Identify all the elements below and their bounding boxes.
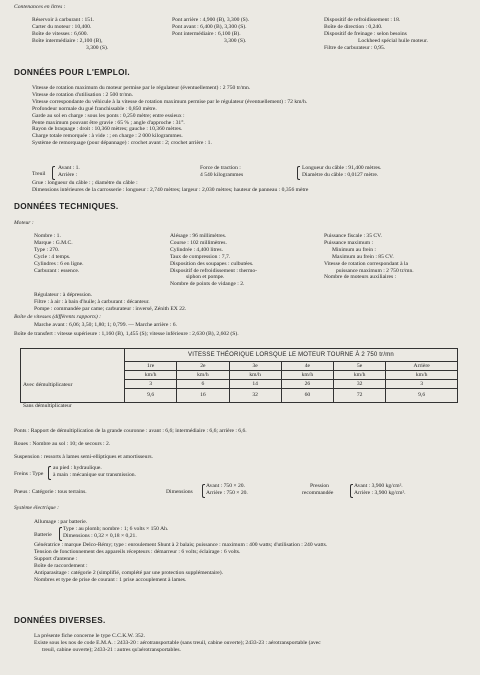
brace (202, 484, 205, 498)
unit-cell: km/h (177, 371, 229, 380)
text-line: Nombres et type de prise de courant : 1 prise accouplement à lames. (34, 576, 187, 583)
moteur-col2 (170, 233, 257, 288)
text-line: Pont intermédiaire : 6,100 (B). (172, 30, 241, 37)
pression-avant: Avant : 3,900 kg/cm². (354, 483, 403, 489)
text-line: Système de remorquage (pour dépannage) : crochet avant : 2; crochet arrière : 1. (32, 140, 212, 147)
text-line: Existe sous les nos de code E.M.A. : 2433-20 : aérotransportable (sans treuil, cabine ouverte); 2433-23 : aérotransportable (avec (34, 639, 321, 646)
text-line: Carburant : essence. (34, 267, 80, 274)
moteur-heading: Moteur : (14, 220, 34, 226)
text-line: 3,300 (S). (86, 44, 109, 51)
brace (48, 466, 51, 480)
text-line: Minimum au frein : (332, 246, 376, 253)
value-cell: 60 (281, 389, 333, 403)
value-cell: 9,6 (125, 389, 177, 403)
text-line: Pente maximum pouvant être gravie : 65 % ; angle d'approche : 31°. (32, 119, 185, 126)
text-line: treuil, cabine ouverte); 2433-21 : autres qu'aérotransportables. (42, 646, 181, 653)
batterie-label: Batterie (34, 532, 52, 538)
value-cell: 3 (386, 380, 458, 389)
text-line: Cylindres : 6 en ligne. (34, 260, 84, 267)
text-line: Maximum au frein : 85 CV. (332, 253, 394, 260)
text-line: Disposition des soupapes : culbutées. (170, 260, 254, 267)
electrique-heading: Système électrique : (14, 505, 60, 511)
treuil-label: Treuil (32, 171, 46, 177)
text-line: puissance maximum : 2 750 tr/mn. (336, 267, 414, 274)
text-line: Nombre de moteurs auxiliaires : (324, 274, 397, 281)
brace (59, 527, 62, 541)
freins-2: à main : mécanique sur transmission. (53, 472, 136, 478)
text-line: Support d'antenne : (34, 555, 78, 562)
suspension-line: Suspension : ressorts à lames semi-elliptiques et amortisseurs. (14, 454, 153, 460)
gear-header: Arrière (386, 362, 458, 371)
contenances-col3 (324, 17, 428, 52)
pression-label: Pression (310, 483, 329, 489)
allumage-line: Allumage : par batterie. (34, 519, 88, 525)
text-line: Filtre : à air : à bain d'huile; à carburant : décanteur. (34, 298, 150, 305)
value-cell: 6 (177, 380, 229, 389)
gear-header: 3e (229, 362, 281, 371)
text-line: Boîte intermédiaire : 2,100 (B), (32, 37, 103, 44)
treuil-arriere: Arrière : (58, 172, 78, 178)
bv-heading: Boîte de vitesses (différents rapports) : (14, 314, 101, 320)
text-line: Vitesse de rotation d'utilisation : 2 500 tr/mn. (32, 91, 134, 98)
text-line: Vitesse de rotation maximum du moteur permise par le régulateur (éventuellement) : 2 750 tr/mn. (32, 85, 251, 91)
text-line: Course : 102 millimètres. (170, 239, 227, 246)
pneus-label: Pneus : Catégorie : tous terrains. (14, 489, 87, 495)
text-line: Garde au sol en charge : sous les ponts : 0,250 mètre; entre essieux : (32, 112, 185, 119)
dim-arriere: Arrière : 750 × 20. (206, 490, 248, 496)
value-cell: 26 (281, 380, 333, 389)
text-line: Pont arrière : 4,900 (B), 3,300 (S). (172, 17, 250, 23)
text-line: Cycle : 4 temps. (34, 253, 71, 260)
text-line: Réservoir à carburant : 151. (32, 17, 95, 23)
text-line: Vitesse correspondante du véhicule à la vitesse de rotation maximum permise par le régulateur (éventuellement) : 72 km/h. (32, 98, 308, 105)
treuil-avant: Avant : 1. (58, 165, 80, 171)
text-line: Pompe : commandée par came; carburateur : inversé, Zénith EX 22. (34, 305, 187, 312)
text-line: Boîte de raccordement : (34, 562, 88, 569)
text-line: Lockheed spécial huile moteur. (358, 37, 428, 44)
text-line: Dispositif de freinage : selon besoins (324, 30, 407, 37)
moteur-col3 (324, 233, 414, 281)
text-line: Pont avant : 6,400 (B), 3,300 (S). (172, 23, 247, 30)
force-label: Force de traction : (200, 165, 241, 171)
text-line: Régulateur : à dépression. (34, 292, 93, 298)
text-line: Tension de fonctionnement des appareils récepteurs : démarreur : 6 volts; éclairage : 6 volts. (34, 548, 241, 555)
unit-cell: km/h (229, 371, 281, 380)
bv-line: Marche avant : 6,06; 3,50; 1,80; 1; 0,799. — Marche arrière : 6. (34, 322, 177, 328)
gear-header: 1re (125, 362, 177, 371)
speed-table-title: VITESSE THÉORIQUE LORSQUE LE MOTEUR TOURNE À 2 750 tr/mn (125, 349, 458, 362)
dimensions-label: Dimensions (166, 489, 193, 495)
gear-header: 4e (281, 362, 333, 371)
batterie-1: Type : au plomb; nombre : 1; 6 volts × 150 Ah. (63, 526, 169, 532)
moteur-after (34, 292, 186, 313)
text-line: Alésage : 96 millimètres. (170, 233, 227, 239)
text-line: Marque : G.M.C. (34, 239, 73, 246)
diverses-lines (34, 633, 321, 654)
brace (297, 166, 300, 180)
text-line: Dispositif de refroidissement : thermo- (170, 267, 257, 274)
force-value: 4 540 kilogrammes (200, 172, 244, 178)
text-line: Dispositif de refroidissement : 18. (324, 17, 401, 23)
text-line: Type : 270. (34, 246, 60, 253)
freins-label: Freins : Type (14, 471, 44, 477)
text-line: Carter du moteur : 10,400. (32, 23, 92, 30)
brace (350, 484, 353, 498)
pression-arriere: Arrière : 3,900 kg/cm². (354, 490, 406, 496)
row-label-sans: Sans démultiplicateur (23, 403, 72, 409)
text-line: Génératrice : marque Delco-Rémy; type : enroulement Shunt à 2 balais; puissance : maximum : 400 watts; d'utilisation : 240 watts. (34, 542, 328, 548)
contenances-col2 (172, 17, 249, 45)
dimensions-line: Dimensions intérieures de la carrosserie : longueur : 2,740 mètres; largeur : 2,030 mètres; hauteur de panneau : 0,356 mètre (32, 187, 309, 193)
brace (52, 166, 55, 180)
value-cell: 32 (229, 389, 281, 403)
value-cell: 3 (125, 380, 177, 389)
text-line: Taux de compression : 7,7. (170, 253, 231, 260)
text-line: Charge totale remorquée : à vide : ; en charge : 2 000 kilogrammes. (32, 133, 183, 140)
grue-line: Grue : longueur du câble : ; diamètre du câble : (32, 180, 138, 186)
contenances-heading: Contenances en litres : (14, 4, 66, 10)
freins-1: au pied : hydraulique. (53, 465, 102, 471)
value-cell: 32 (334, 380, 386, 389)
text-line: Puissance maximum : (324, 239, 374, 246)
text-line: Profondeur normale du gué franchissable : 0,850 mètre. (32, 105, 157, 112)
value-cell: 16 (177, 389, 229, 403)
text-line: Filtre de carburateur : 0,95. (324, 44, 386, 51)
table-label-column (21, 349, 125, 403)
text-line: La présente fiche concerne le type C.C.K.W. 352. (34, 633, 146, 639)
text-line: Antiparasitage : catégorie 2 (simplifié, complété par une protection supplémentaire). (34, 569, 224, 576)
text-line: Vitesse de rotation correspondant à la (324, 260, 409, 267)
text-line: Nombre : 1. (34, 233, 61, 239)
diverses-heading: DONNÉES DIVERSES. (14, 616, 106, 625)
text-line: Boîte de vitesses : 6,600. (32, 30, 88, 37)
text-line: Boîte de direction : 0,240. (324, 23, 383, 30)
electrique-lines (34, 542, 327, 583)
techniques-heading: DONNÉES TECHNIQUES. (14, 202, 119, 211)
contenances-col1 (32, 17, 108, 52)
speed-table (20, 348, 458, 403)
emploi-heading: DONNÉES POUR L'EMPLOI. (14, 68, 130, 77)
unit-cell: km/h (386, 371, 458, 380)
value-cell: 14 (229, 380, 281, 389)
text-line: Rayon de braquage : droit : 10,360 mètres; gauche : 10,360 mètres. (32, 126, 183, 133)
unit-cell: km/h (281, 371, 333, 380)
emploi-lines (32, 85, 307, 147)
batterie-2: Dimensions : 0,32 × 0,18 × 0,21. (63, 533, 137, 539)
gear-header: 2e (177, 362, 229, 371)
unit-cell: km/h (125, 371, 177, 380)
longueur-cable: Longueur du câble : 91,400 mètres. (302, 165, 382, 171)
text-line: 3,300 (S). (224, 37, 247, 44)
gear-header: 5e (334, 362, 386, 371)
unit-cell: km/h (334, 371, 386, 380)
roues-line: Roues : Nombre au sol : 10; de secours : 2. (14, 441, 111, 447)
text-line: Puissance fiscale : 35 CV. (324, 233, 382, 239)
moteur-col1 (34, 233, 84, 274)
diametre-cable: Diamètre du câble : 0,0127 mètre. (302, 172, 379, 178)
text-line: Cylindrée : 4,400 litres. (170, 246, 223, 253)
ponts-line: Ponts : Rapport de démultiplication de la grande couronne : avant : 6,6; intermédiaire : 6,6; arrière : 6,6. (14, 428, 247, 434)
value-cell: 9,6 (386, 389, 458, 403)
value-cell: 72 (334, 389, 386, 403)
text-line: Nombre de points de vidange : 2. (170, 281, 245, 288)
text-line: siphon et pompe. (186, 274, 225, 281)
pression-label-2: recommandée (302, 490, 334, 496)
dim-avant: Avant : 750 × 20. (206, 483, 245, 489)
row-label-avec: Avec démultiplicateur (23, 382, 73, 388)
bt-line: Boîte de transfert : vitesse supérieure : 1,160 (B), 1,455 (S); vitesse inférieure : 2,630 (B), 2,602 (S). (14, 331, 239, 337)
